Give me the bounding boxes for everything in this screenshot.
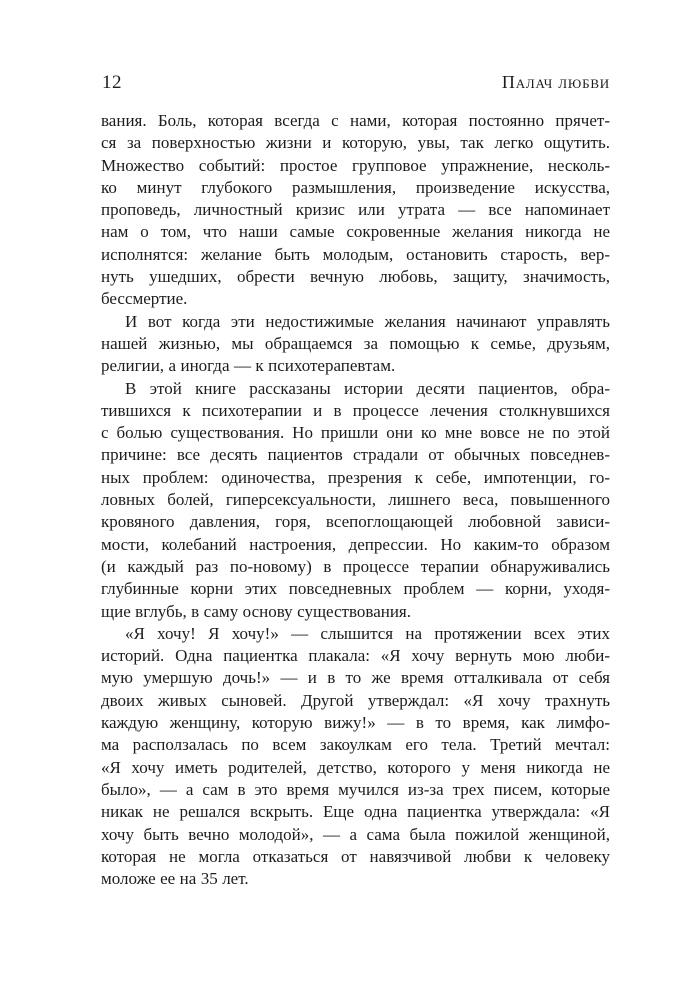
- text-line: историй. Одна пациентка плакала: «Я хочу вернуть мою люби-: [101, 646, 610, 666]
- text-line: двоих живых сыновей. Другой утверждал: «Я хочу трахнуть: [101, 690, 610, 710]
- text-line: «Я хочу! Я хочу!» — слышится на протяжении всех этих: [125, 623, 610, 643]
- text-line: мости, колебаний настроения, депрессии. Но каким-то образом: [101, 534, 610, 554]
- text-line: с болью существования. Но пришли они ко мне вовсе не по этой: [101, 423, 610, 443]
- paragraph: [101, 311, 610, 378]
- text-line: ных проблем: одиночества, презрения к себе, импотенции, го-: [101, 467, 610, 487]
- text-line: щие вглубь, в саму основу существования.: [101, 601, 412, 621]
- running-title: Палач любви: [501, 72, 610, 92]
- text-line: которая не могла отказаться от навязчивой любви к человеку: [101, 846, 610, 866]
- text-line: нуть ушедших, обрести вечную любовь, защиту, значимость,: [101, 267, 610, 287]
- text-line: (и каждый раз по-новому) в процессе терапии обнаруживались: [101, 556, 610, 576]
- text-line: ма расползалась по всем закоулкам его тела. Третий мечтал:: [101, 735, 610, 755]
- text-line: исполнятся: желание быть молодым, остановить старость, вер-: [101, 244, 610, 264]
- text-line: причине: все десять пациентов страдали от обычных повседнев-: [101, 445, 610, 465]
- page-body: [101, 110, 610, 890]
- paragraph: [101, 623, 610, 891]
- text-line: мую умершую дочь!» — и в то же время отталкивала от себя: [101, 668, 610, 688]
- text-line: кровяного давления, горя, всепоглощающей любовной зависи-: [101, 512, 610, 532]
- text-line: ся за поверхностью жизни и которую, увы, так легко ощутить.: [101, 133, 610, 153]
- text-line: Множество событий: простое групповое упражнение, несколь-: [101, 155, 610, 175]
- text-line: нашей жизнью, мы обращаемся за помощью к семье, друзьям,: [101, 333, 610, 353]
- text-line: было», — а сам в это время мучился из-за трех писем, которые: [101, 779, 610, 799]
- text-line: И вот когда эти недостижимые желания начинают управлять: [125, 311, 610, 331]
- text-line: проповедь, личностный кризис или утрата — все напоминает: [101, 200, 610, 220]
- paragraph: [101, 378, 610, 623]
- text-line: моложе ее на 35 лет.: [101, 869, 249, 889]
- text-line: ко минут глубокого размышления, произведение искусства,: [101, 177, 610, 197]
- text-line: глубинные корни этих повседневных проблем — корни, уходя-: [101, 579, 610, 599]
- text-line: хочу быть вечно молодой», — а сама была пожилой женщиной,: [101, 824, 610, 844]
- text-line: каждую женщину, которую вижу!» — в то время, как лимфо-: [101, 713, 610, 733]
- text-line: никак не решался вскрыть. Еще одна пациентка утверждала: «Я: [101, 802, 610, 822]
- text-line: религии, а иногда — к психотерапевтам.: [101, 356, 396, 376]
- text-line: вания. Боль, которая всегда с нами, которая постоянно прячет-: [101, 111, 610, 130]
- text-line: бессмертие.: [101, 289, 188, 309]
- text-line: нам о том, что наши самые сокровенные желания никогда не: [101, 222, 610, 242]
- page-number: 12: [102, 72, 122, 93]
- text-line: «Я хочу иметь родителей, детство, которого у меня никогда не: [101, 757, 610, 777]
- text-line: ловных болей, гиперсексуальности, лишнего веса, повышенного: [101, 490, 610, 510]
- text-line: тившихся к психотерапии и в процессе лечения столкнувшихся: [101, 400, 610, 420]
- running-head: [102, 71, 610, 94]
- paragraph: [101, 110, 610, 311]
- text-line: В этой книге рассказаны истории десяти пациентов, обра-: [125, 378, 610, 398]
